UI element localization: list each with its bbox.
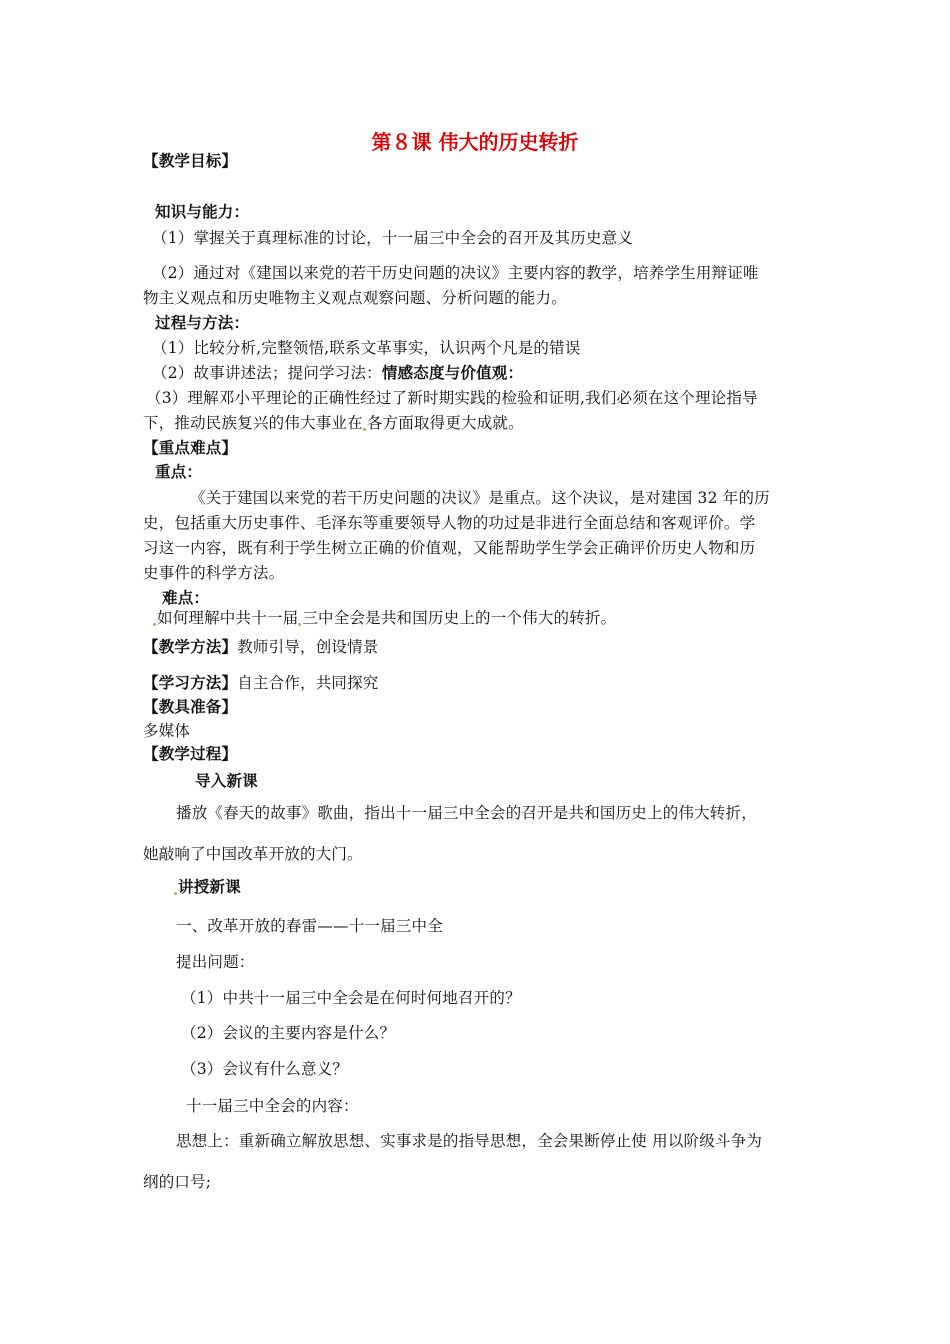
paragraph-line bbox=[152, 363, 523, 383]
paragraph-line: 播放《春天的故事》歌曲，指出十一届三中全会的召开是共和国历史上的伟大转折， bbox=[176, 804, 757, 822]
process2-heading: 【教学过程】 bbox=[143, 744, 238, 763]
paragraph-line: 纲的口号; bbox=[143, 1173, 212, 1191]
paragraph-text: 如何理解中共十一届 bbox=[157, 609, 299, 627]
paragraph-line: （1）比较分析,完整领悟,联系文革事实，认识两个凡是的错误 bbox=[152, 339, 581, 357]
study-heading: 【学习方法】 bbox=[143, 673, 238, 692]
marker-dot-icon bbox=[174, 892, 177, 895]
intro-heading: 导入新课 bbox=[195, 771, 258, 790]
marker-dot-icon bbox=[363, 428, 366, 431]
question-item: （2）会议的主要内容是什么？ bbox=[181, 1024, 396, 1042]
tools-heading: 【教具准备】 bbox=[143, 697, 238, 716]
paragraph-line bbox=[143, 673, 379, 693]
paragraph-line: 习这一内容，既有利于学生树立正确的价值观，又能帮助学生学会正确评价历史人物和历 bbox=[143, 539, 756, 557]
paragraph-line: 思想上：重新确立解放思想、实事求是的指导思想，全会果断停止使 用以阶级斗争为 bbox=[176, 1132, 763, 1150]
paragraph-line: （2）通过对《建国以来党的若干历史问题的决议》主要内容的教学，培养学生用辩证唯 bbox=[152, 264, 759, 282]
paragraph-line: 物主义观点和历史唯物主义观点观察问题、分析问题的能力。 bbox=[143, 289, 567, 307]
paragraph-line: 《关于建国以来党的若干历史问题的决议》是重点。这个决议，是对建国 32 年的历 bbox=[190, 489, 770, 507]
section-heading: 一、改革开放的春雷——十一届三中全 bbox=[176, 917, 443, 935]
paragraph-line: 她敲响了中国改革开放的大门。 bbox=[143, 845, 363, 863]
knowledge-heading: 知识与能力： bbox=[155, 202, 250, 221]
paragraph-line bbox=[143, 413, 524, 433]
paragraph-text: 三中全会是共和国历史上的一个伟大的转折。 bbox=[302, 609, 617, 627]
key-label: 重点： bbox=[155, 462, 203, 481]
paragraph-text: （2）故事讲述法；提问学习法： bbox=[152, 364, 382, 382]
difficulty-label: 难点： bbox=[162, 588, 210, 607]
paragraph-line: 史，包括重大历史事件、毛泽东等重要领导人物的功过是非进行全面总结和客观评价。学 bbox=[143, 514, 756, 532]
method-heading: 【教学方法】 bbox=[143, 637, 238, 656]
process-heading: 过程与方法： bbox=[155, 313, 250, 332]
marker-dot-icon bbox=[298, 623, 301, 626]
paragraph-line bbox=[143, 637, 379, 657]
paragraph-text: 自主合作，共同探究 bbox=[237, 674, 379, 692]
attitude-heading: 情感态度与价值观： bbox=[381, 363, 524, 382]
paragraph-line: （1）掌握关于真理标准的讨论，十一届三中全会的召开及其历史意义 bbox=[152, 229, 634, 247]
paragraph-text: 下，推动民族复兴的伟大事业在 bbox=[143, 414, 363, 432]
paragraph-line: 多媒体 bbox=[143, 722, 191, 740]
question-item: （3）会议有什么意义？ bbox=[181, 1060, 349, 1078]
paragraph-line: 提出问题： bbox=[176, 953, 255, 971]
paragraph-line: 史事件的科学方法。 bbox=[143, 564, 285, 582]
paragraph-text: 教师引导，创设情景 bbox=[237, 638, 379, 656]
page-title: 第８课 伟大的历史转折 bbox=[371, 130, 579, 154]
paragraph-text: 各方面取得更大成就。 bbox=[366, 414, 524, 432]
goals-heading: 【教学目标】 bbox=[143, 151, 238, 170]
keypoints-heading: 【重点难点】 bbox=[143, 438, 238, 457]
paragraph-line bbox=[153, 608, 616, 628]
teach-heading: 讲授新课 bbox=[178, 877, 241, 896]
teach-heading-line bbox=[174, 877, 241, 897]
question-item: （1）中共十一届三中全会是在何时何地召开的？ bbox=[181, 989, 521, 1007]
paragraph-line: （3）理解邓小平理论的正确性经过了新时期实践的检验和证明,我们必须在这个理论指导 bbox=[146, 389, 758, 407]
marker-dot-icon bbox=[153, 623, 156, 626]
paragraph-line: 十一届三中全会的内容： bbox=[186, 1097, 359, 1115]
